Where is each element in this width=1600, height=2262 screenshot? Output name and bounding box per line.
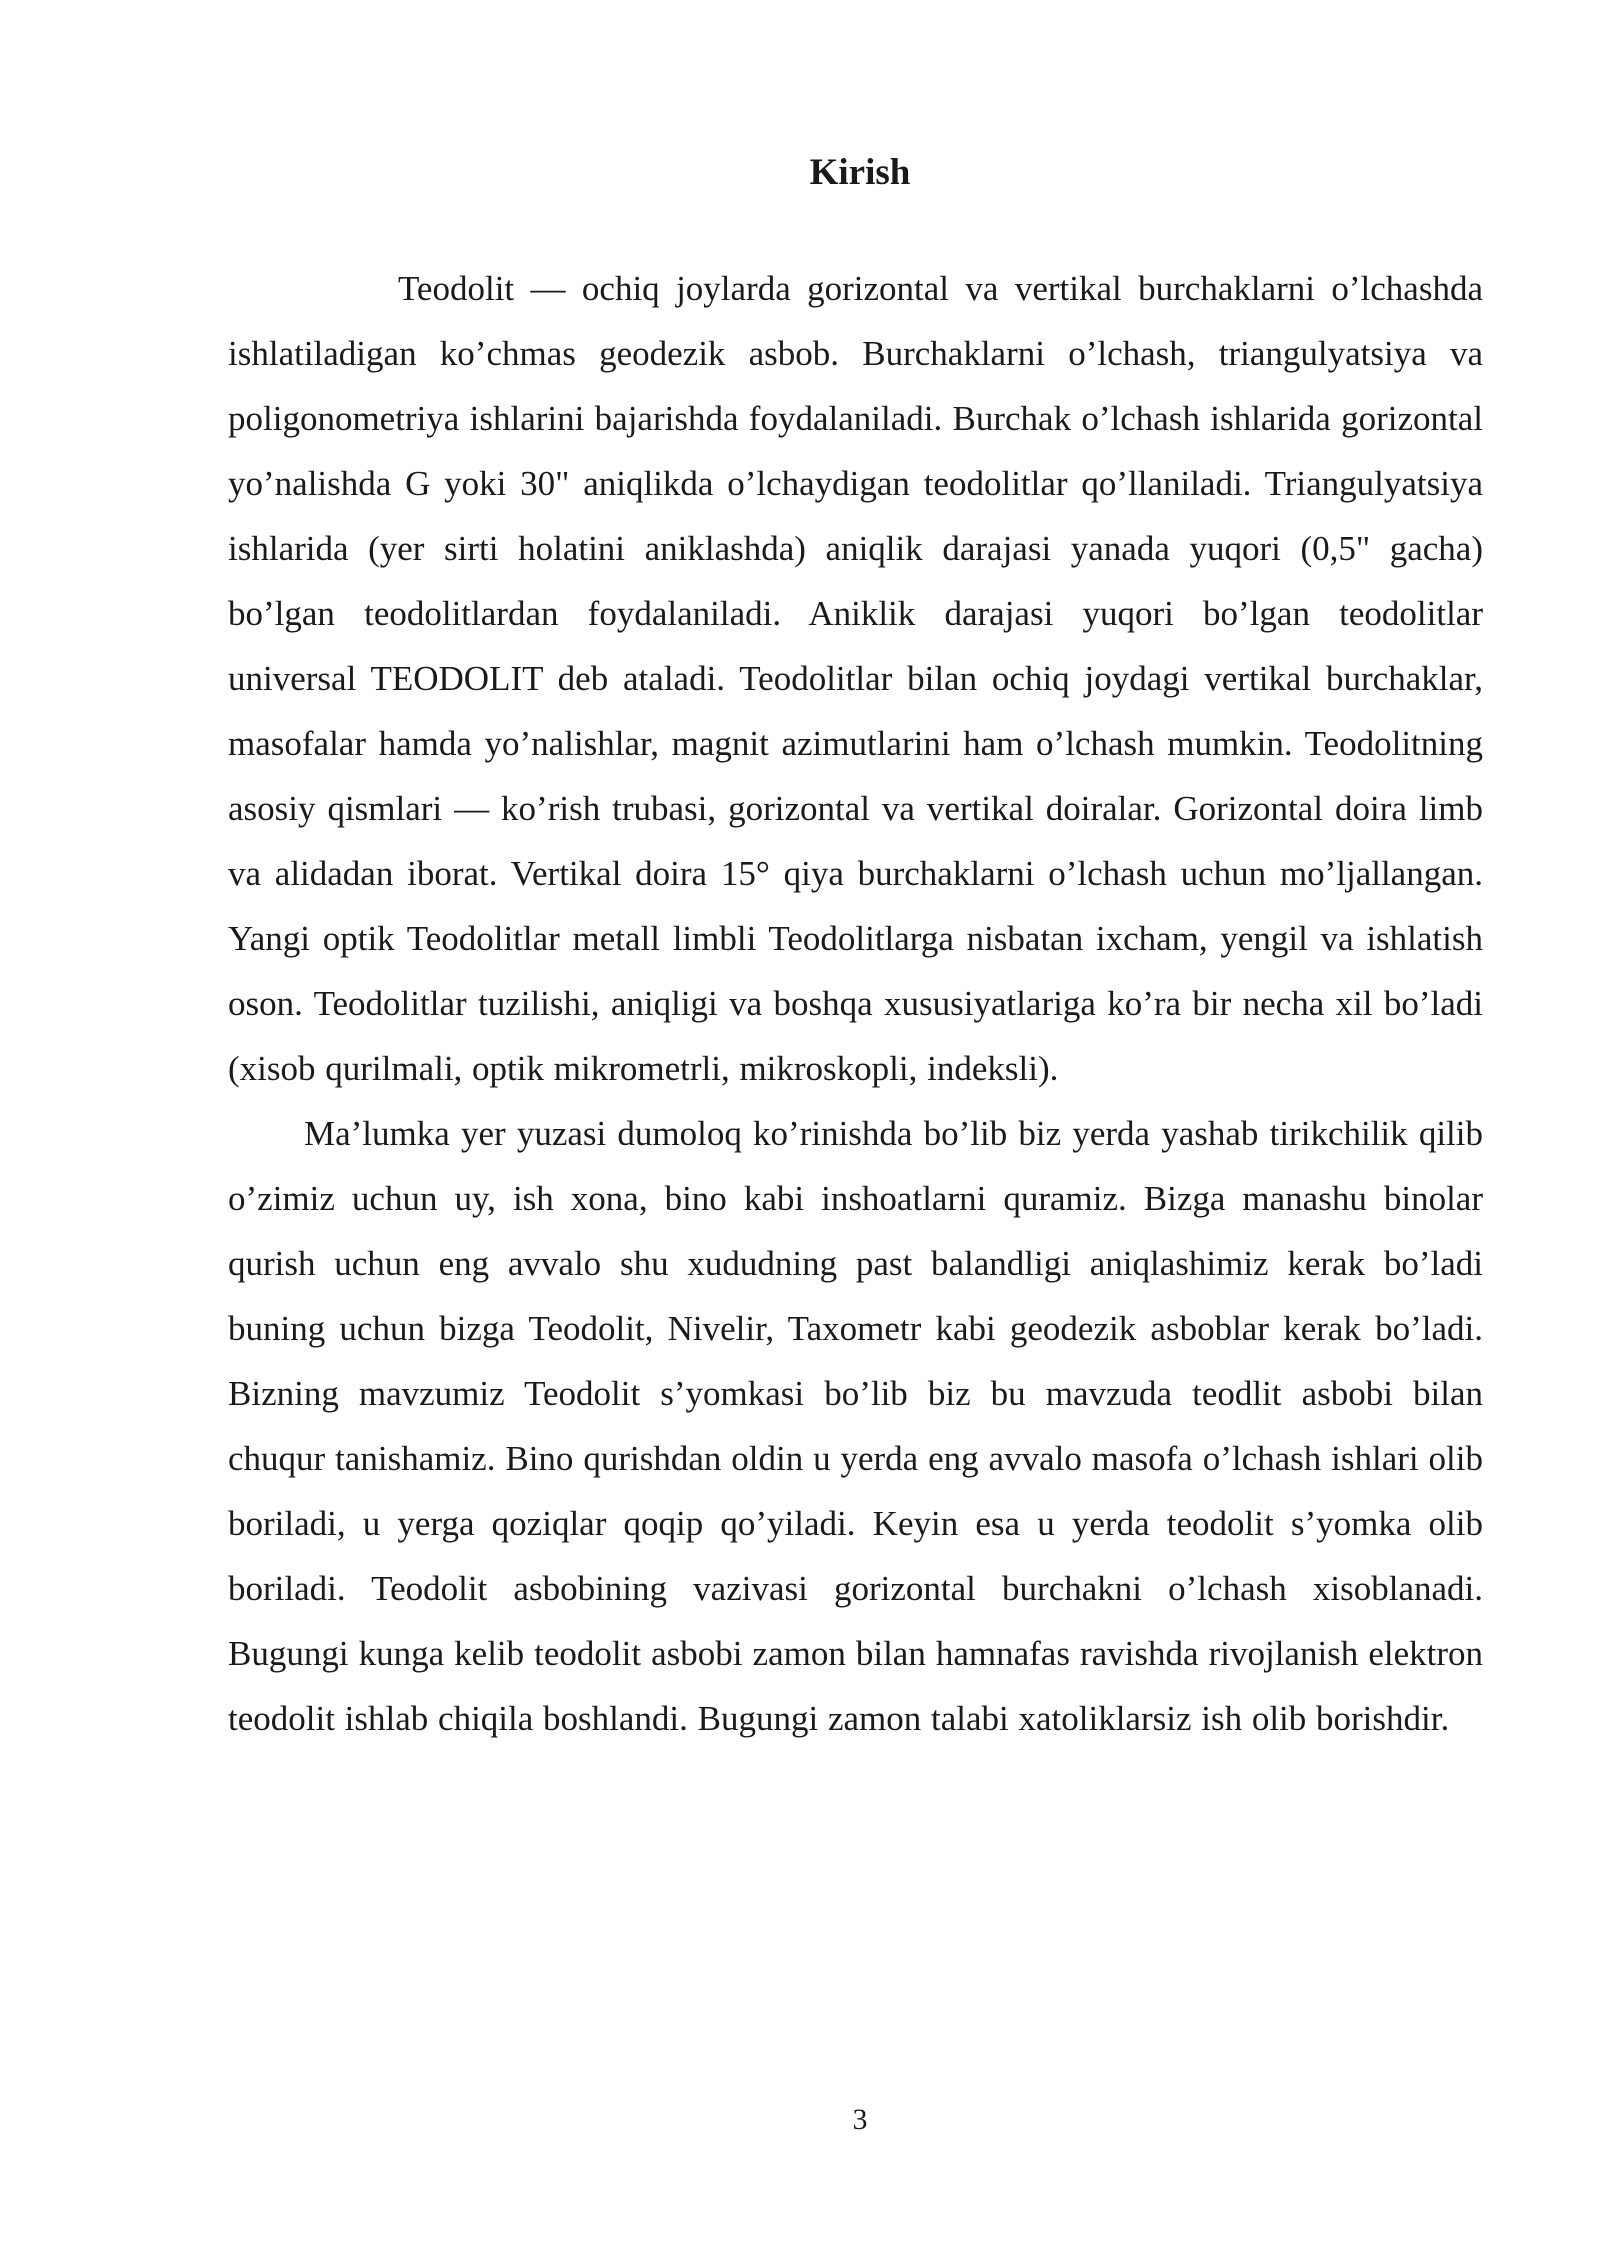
paragraph-second: Ma’lumka yer yuzasi dumoloq ko’rinishda bo’lib biz yerda yashab tirikchilik qilib o’zimiz uchun uy, ish xona, bino kabi inshoatlarni quramiz. Bizga manashu binolar qurish uchun eng avvalo shu xududning past balandligi aniqlashimiz kerak bo’ladi buning uchun bizga Teodolit, Nivelir, Taxometr kabi geodezik asboblar kerak bo’ladi. Bizning mavzumiz Teodolit s’yomkasi bo’lib biz bu mavzuda teodlit asbobi bilan chuqur tanishamiz. Bino qurishdan oldin u yerda eng avvalo masofa o’lchash ishlari olib boriladi, u yerga qoziqlar qoqip qo’yiladi. Keyin esa u yerda teodolit s’yomka olib boriladi. Teodolit asbobining vazivasi gorizontal burchakni o’lchash xisoblanadi. Bugungi kunga kelib teodolit asbobi zamon bilan hamnafas ravishda rivojlanish elektron teodolit ishlab chiqila boshlandi. Bugungi zamon talabi xatoliklarsiz ish olib borishdir.	[228, 1114, 1483, 1738]
page-title: Kirish	[809, 152, 911, 193]
body-text	[228, 256, 1483, 1751]
page-number: 3	[852, 2103, 868, 2136]
paragraph-intro: Teodolit — ochiq joylarda gorizontal va vertikal burchaklarni o’lchashda ishlatiladigan ko’chmas geodezik asbob. Burchaklarni o’lchash, triangulyatsiya va poligonometriya ishlarini bajarishda foydalaniladi. Burchak o’lchash ishlarida gorizontal yo’nalishda G yoki 30" aniqlikda o’lchaydigan teodolitlar qo’llaniladi. Triangulyatsiya ishlarida (yer sirti holatini aniklashda) aniqlik darajasi yanada yuqori (0,5" gacha) bo’lgan teodolitlardan foydalaniladi. Aniklik darajasi yuqori bo’lgan teodolitlar universal TEODOLIT deb ataladi. Teodolitlar bilan ochiq joydagi vertikal burchaklar, masofalar hamda yo’nalishlar, magnit azimutlarini ham o’lchash mumkin. Teodolitning asosiy qismlari — ko’rish trubasi, gorizontal va vertikal doiralar. Gorizontal doira limb va alidadan iborat. Vertikal doira 15° qiya burchaklarni o’lchash uchun mo’ljallangan. Yangi optik Teodolitlar metall limbli Teodolitlarga nisbatan ixcham, yengil va ishlatish oson. Teodolitlar tuzilishi, aniqligi va boshqa xususiyatlariga ko’ra bir necha xil bo’ladi (xisob qurilmali, optik mikrometrli, mikroskopli, indeksli).	[228, 269, 1483, 1088]
